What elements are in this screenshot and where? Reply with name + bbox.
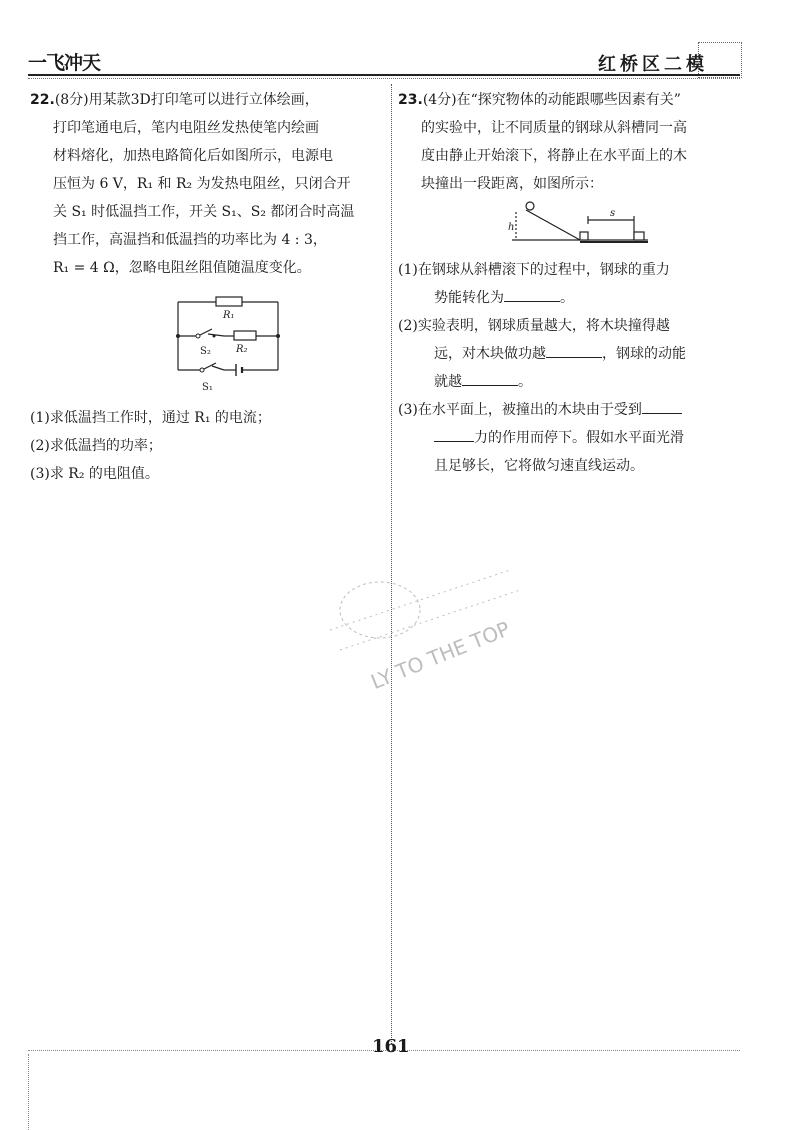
q22-figure-area xyxy=(30,282,386,404)
left-edge-mark xyxy=(28,1054,29,1130)
label-s1: S₁ xyxy=(202,382,213,393)
answer-blank-4b[interactable] xyxy=(434,427,474,442)
question-23 xyxy=(398,86,744,480)
q22-part-1: (1)求低温挡工作时，通过 R₁ 的电流； xyxy=(30,410,271,426)
q23-number: 23. xyxy=(398,92,423,108)
switch-s1-contact xyxy=(200,368,204,372)
resistor-r2-symbol xyxy=(234,331,256,340)
q22-line-4: 压恒为 6 V，R₁ 和 R₂ 为发热电阻丝，只闭合开 xyxy=(53,176,351,192)
answer-blank-1[interactable] xyxy=(504,287,560,302)
q22-part-3: (3)求 R₂ 的电阻值。 xyxy=(30,466,159,482)
q22-line-1: 22.(8分)用某款3D打印笔可以进行立体绘画， xyxy=(30,92,319,108)
q23-line-1: 23.(4分)在“探究物体的动能跟哪些因素有关” xyxy=(398,92,681,108)
q22-line-6: 挡工作，高温挡和低温挡的功率比为 4 : 3， xyxy=(53,232,327,248)
q22-number: 22. xyxy=(30,92,55,108)
answer-blank-4a[interactable] xyxy=(642,399,682,414)
watermark-text: LY TO THE TOP xyxy=(367,616,514,690)
brand-title: 一飞冲天 xyxy=(28,52,101,74)
header-rule xyxy=(28,74,740,76)
label-h: h xyxy=(508,222,515,233)
q22-part-2: (2)求低温挡的功率； xyxy=(30,438,162,454)
q22-line-7: R₁ = 4 Ω，忽略电阻丝阻值随温度变化。 xyxy=(53,260,311,276)
switch-s2-contact xyxy=(196,334,200,338)
q22-line-3: 材料熔化，加热电路简化后如图所示，电源电 xyxy=(53,148,333,164)
answer-blank-2[interactable] xyxy=(546,343,602,358)
label-r2: R₂ xyxy=(236,344,248,355)
q23-part-2-line-2: 远，对木块做功越 ，钢球的动能 xyxy=(398,340,744,368)
q23-part-3-line-3: 且足够长，它将做匀速直线运动。 xyxy=(434,458,644,474)
label-s2: S₂ xyxy=(200,346,211,357)
circuit-diagram xyxy=(30,282,386,404)
corner-logo-box xyxy=(698,42,742,78)
exam-title: 红桥区二模 xyxy=(598,54,708,75)
answer-blank-3[interactable] xyxy=(462,371,518,386)
q23-line-4: 块撞出一段距离，如图所示： xyxy=(421,176,603,192)
watermark-stamp xyxy=(310,540,540,690)
q23-part-2-line-3: 就越 。 xyxy=(398,368,744,396)
page-number: 161 xyxy=(372,1036,410,1057)
q23-line-2: 的实验中，让不同质量的钢球从斜槽同一高 xyxy=(421,120,687,136)
q23-part-1-line-2: 势能转化为 。 xyxy=(398,284,744,312)
ramp-diagram xyxy=(398,198,744,256)
header-rule-dotted xyxy=(28,78,740,79)
block-start xyxy=(580,232,588,240)
question-22 xyxy=(30,86,386,488)
q23-part-2-line-1: (2)实验表明，钢球质量越大，将木块撞得越 xyxy=(398,318,670,334)
block-end xyxy=(634,232,644,240)
q23-figure-area xyxy=(398,198,744,256)
resistor-r1-symbol xyxy=(216,297,242,306)
q23-part-3-line-2: 力的作用而停下。假如水平面光滑 xyxy=(398,424,744,452)
ramp-slope xyxy=(526,210,580,240)
q22-line-5: 关 S₁ 时低温挡工作，开关 S₁、S₂ 都闭合时高温 xyxy=(53,204,355,220)
steel-ball xyxy=(526,202,534,210)
label-r1: R₁ xyxy=(223,310,235,321)
q22-line-2: 打印笔通电后，笔内电阻丝发热使笔内绘画 xyxy=(53,120,319,136)
q23-line-3: 度由静止开始滚下，将静止在水平面上的木 xyxy=(421,148,687,164)
q23-part-1-line-1: (1)在钢球从斜槽滚下的过程中，钢球的重力 xyxy=(398,262,670,278)
q23-part-3-line-1: (3)在水平面上，被撞出的木块由于受到 xyxy=(398,396,744,424)
label-s: s xyxy=(610,208,616,219)
